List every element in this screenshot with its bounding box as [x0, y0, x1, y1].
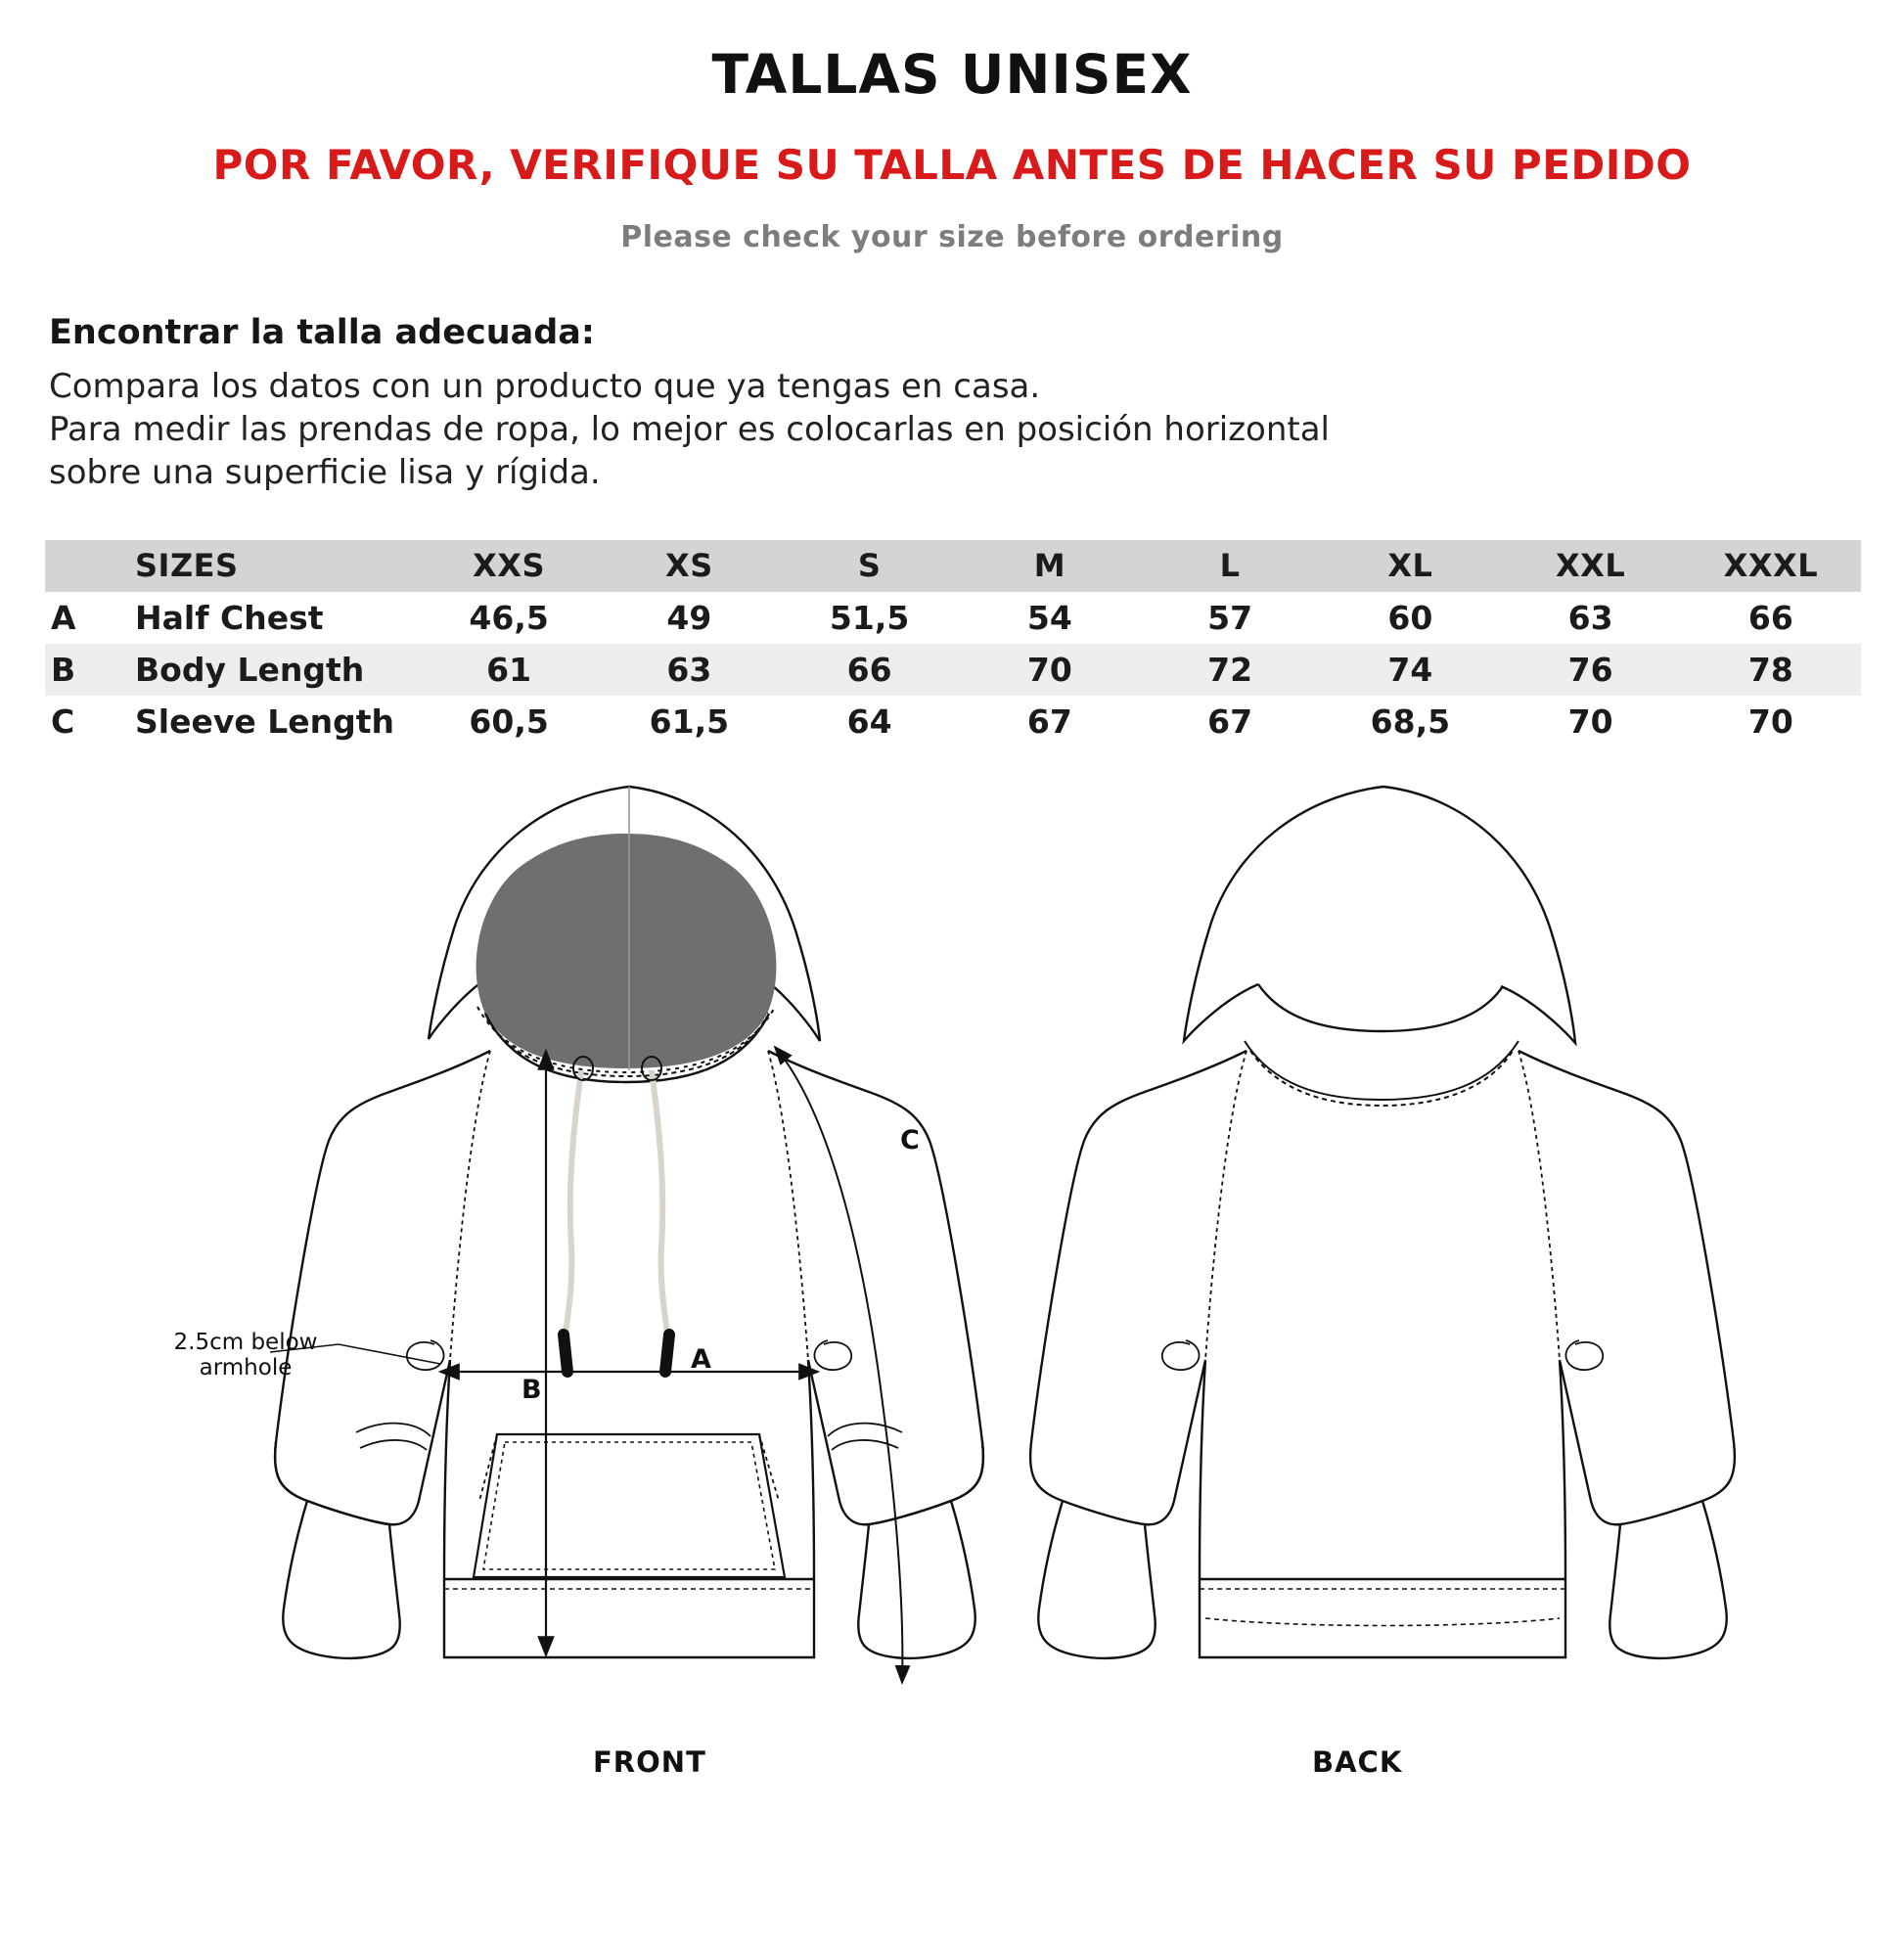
intro-line-3: sobre una superficie lisa y rígida.	[49, 452, 601, 492]
left-sleeve-outline	[275, 1051, 490, 1524]
marker-b-label: B	[521, 1374, 542, 1405]
header-cell-xxxl: XXXL	[1681, 540, 1861, 592]
header-cell-s: S	[780, 540, 960, 592]
row-label: Sleeve Length	[119, 696, 419, 747]
header-cell-xl: XL	[1320, 540, 1500, 592]
left-armhole-mark	[407, 1340, 444, 1370]
back-hood-bottom	[1258, 984, 1503, 1031]
table-row	[45, 644, 1861, 696]
left-armhole-stitch	[450, 1051, 490, 1360]
subtitle-english: Please check your size before ordering	[620, 220, 1284, 254]
cuff-left	[283, 1501, 399, 1658]
cell-value: 61	[419, 644, 599, 696]
armhole-note-line-2: armhole	[199, 1355, 293, 1381]
intro-line-1: Compara los datos con un producto que ya tengas en casa.	[49, 367, 1041, 406]
cell-value: 76	[1501, 644, 1681, 696]
body-right-seam	[808, 1360, 814, 1579]
size-table	[45, 540, 1861, 747]
row-letter: A	[45, 592, 119, 644]
pocket-stitch	[483, 1442, 775, 1569]
cell-value: 46,5	[419, 592, 599, 644]
cell-value: 70	[960, 644, 1140, 696]
intro-line-2: Para medir las prendas de ropa, lo mejor es colocarlas en posición horizontal	[49, 409, 1330, 449]
header-cell-xxl: XXL	[1501, 540, 1681, 592]
cell-value: 74	[1320, 644, 1500, 696]
cell-value: 60,5	[419, 696, 599, 747]
row-letter: C	[45, 696, 119, 747]
back-right-armhole-mark	[1565, 1340, 1603, 1370]
cell-value: 70	[1501, 696, 1681, 747]
cell-value: 68,5	[1320, 696, 1500, 747]
back-caption: BACK	[1312, 1744, 1403, 1779]
cell-value: 70	[1681, 696, 1861, 747]
header-cell-xxs: XXS	[419, 540, 599, 592]
cell-value: 66	[780, 644, 960, 696]
back-cuff-right	[1609, 1501, 1726, 1658]
cell-value: 51,5	[780, 592, 960, 644]
hood-inner-fill	[476, 834, 777, 1068]
back-right-armhole-stitch	[1519, 1051, 1560, 1360]
cell-value: 61,5	[599, 696, 779, 747]
left-sleeve-detail	[356, 1423, 431, 1435]
hoodie-diagram-svg	[45, 757, 1861, 1745]
warning-text: POR FAVOR, VERIFIQUE SU TALLA ANTES DE HACER SU PEDIDO	[212, 141, 1692, 189]
back-hood-right	[1383, 787, 1575, 1043]
back-body-left-seam	[1200, 1360, 1205, 1579]
cell-value: 54	[960, 592, 1140, 644]
right-armhole-stitch	[768, 1051, 808, 1360]
table-header-row	[45, 540, 1861, 592]
back-collar-stitch	[1250, 1051, 1513, 1106]
front-caption: FRONT	[593, 1744, 706, 1779]
intro-block	[45, 313, 1859, 495]
table-row	[45, 696, 1861, 747]
cell-value: 72	[1140, 644, 1320, 696]
waistband	[444, 1579, 814, 1657]
row-label: Body Length	[119, 644, 419, 696]
right-armhole-mark	[814, 1340, 851, 1370]
intro-heading: Encontrar la talla adecuada:	[49, 313, 595, 352]
back-body-right-seam	[1560, 1360, 1565, 1579]
back-cuff-left	[1038, 1501, 1155, 1658]
back-collar-line	[1245, 1041, 1519, 1100]
hoodie-back-view	[1030, 787, 1735, 1658]
header-cell-letter	[45, 540, 119, 592]
header-cell-xs: XS	[599, 540, 779, 592]
back-right-sleeve	[1519, 1051, 1735, 1524]
drawcord-tip-left	[564, 1335, 567, 1372]
table-row	[45, 592, 1861, 644]
page-title: TALLAS UNISEX	[711, 43, 1193, 106]
marker-a-label: A	[691, 1343, 711, 1375]
cell-value: 67	[960, 696, 1140, 747]
back-waistband	[1200, 1579, 1565, 1657]
back-hem-stitch	[1205, 1618, 1560, 1626]
right-sleeve-detail	[828, 1423, 902, 1435]
cell-value: 64	[780, 696, 960, 747]
cuff-left-top	[275, 1442, 389, 1524]
armhole-note-line-1: 2.5cm below	[173, 1329, 318, 1355]
cell-value: 49	[599, 592, 779, 644]
cell-value: 57	[1140, 592, 1320, 644]
cuff-right	[858, 1501, 975, 1658]
back-hood-left	[1184, 787, 1383, 1041]
size-chart-page	[0, 43, 1904, 1947]
hoodie-illustrations	[45, 757, 1861, 1785]
header-cell-m: M	[960, 540, 1140, 592]
row-letter: B	[45, 644, 119, 696]
back-left-armhole-mark	[1162, 1340, 1200, 1370]
kangaroo-pocket	[474, 1434, 785, 1577]
body-left-seam	[444, 1360, 450, 1579]
cell-value: 60	[1320, 592, 1500, 644]
drawcord-left	[566, 1070, 581, 1335]
left-sleeve-detail-2	[360, 1440, 427, 1450]
back-left-sleeve	[1030, 1051, 1247, 1524]
cell-value: 66	[1681, 592, 1861, 644]
cell-value: 63	[599, 644, 779, 696]
header-cell-l: L	[1140, 540, 1320, 592]
armhole-note	[167, 1330, 324, 1381]
marker-c-label: C	[900, 1124, 920, 1155]
drawcord-tip-right	[665, 1335, 669, 1372]
row-label: Half Chest	[119, 592, 419, 644]
hoodie-front-view	[275, 787, 983, 1658]
drawcord-right	[652, 1070, 667, 1335]
arrow-sleeve-length	[775, 1047, 902, 1683]
right-sleeve-outline	[768, 1051, 983, 1524]
cell-value: 78	[1681, 644, 1861, 696]
back-left-armhole-stitch	[1205, 1051, 1247, 1360]
cell-value: 67	[1140, 696, 1320, 747]
header-cell-sizes: SIZES	[119, 540, 419, 592]
cell-value: 63	[1501, 592, 1681, 644]
cuff-right-top	[869, 1442, 983, 1524]
